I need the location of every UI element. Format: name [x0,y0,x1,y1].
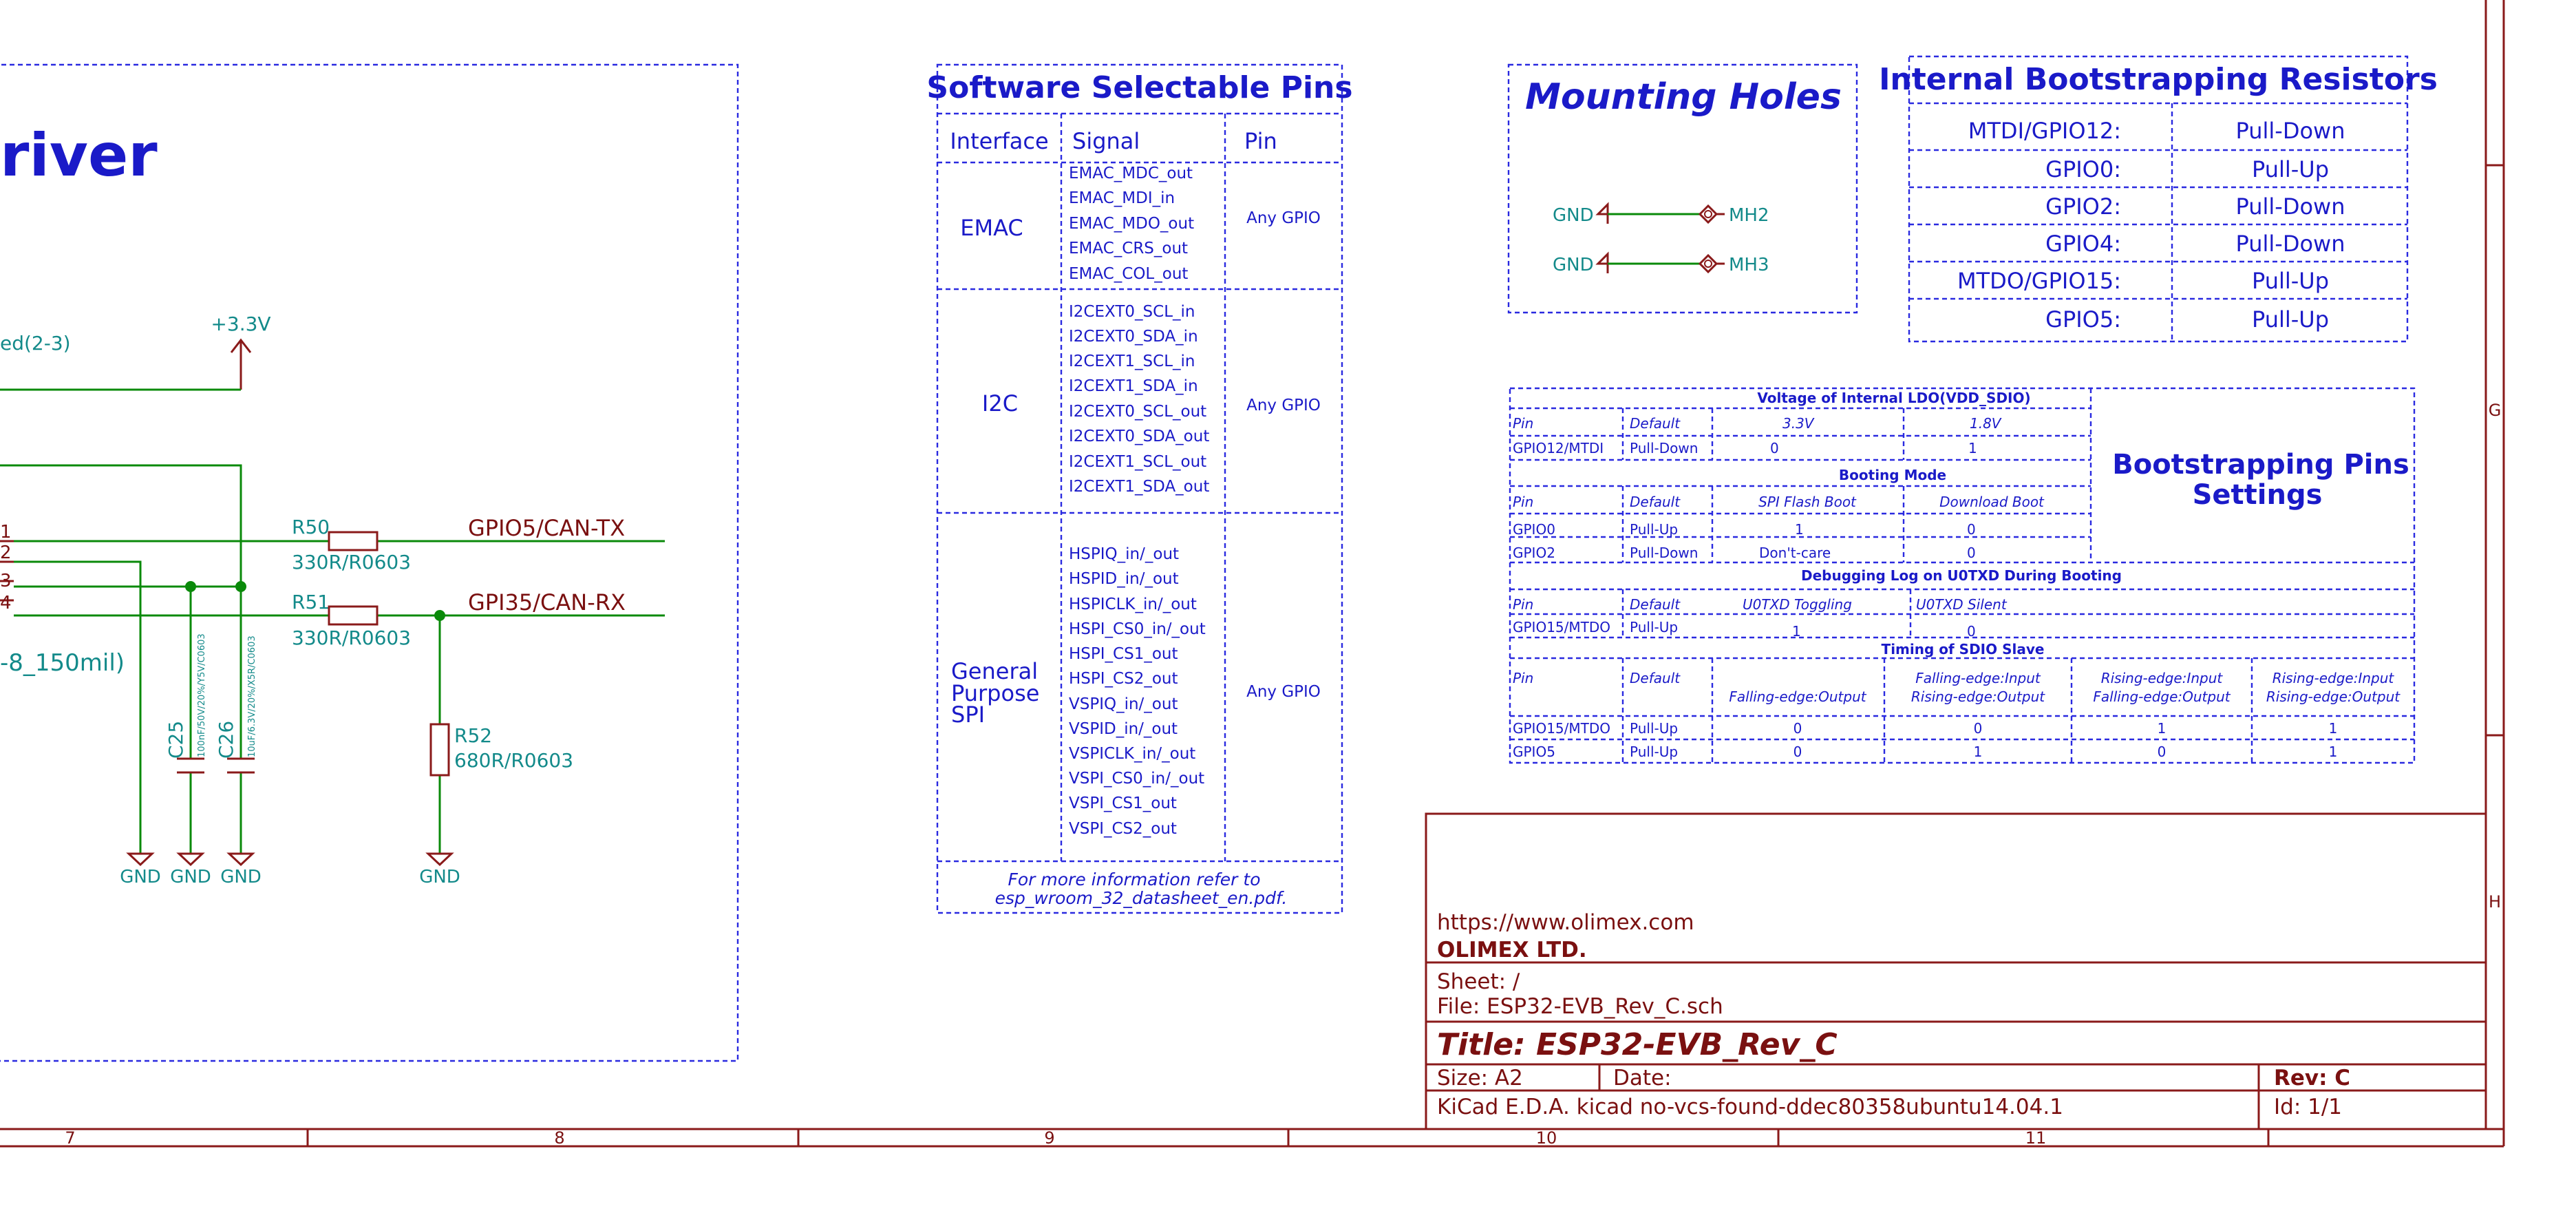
resistor-r51 [329,607,377,624]
table-header: U0TXD Toggling [1743,596,1852,613]
table-header: Download Boot [1939,494,2044,510]
table-cell: GPIO5 [1513,744,1555,760]
table-cell: GPIO12/MTDI [1513,440,1604,456]
c25-ref: C25 [164,720,187,759]
sdio-heading: Timing of SDIO Slave [1881,641,2045,657]
table-cell: 1 [1973,744,1983,760]
table-cell: 1 [2328,744,2338,760]
table-cell: Don't-care [1759,545,1831,561]
title-block-url: https://www.olimex.com [1437,910,1694,935]
table-header: Rising-edge:Input [2100,670,2223,686]
table-cell: 0 [1967,521,1976,538]
jumper-label: ed(2-3) [0,332,71,355]
bootstrap-value: Pull-Up [2251,156,2330,182]
table-header: Default [1630,670,1681,686]
title-block-tool: KiCad E.D.A. kicad no-vcs-found-ddec80358ubuntu14.04.1 [1437,1095,2063,1119]
capacitor-c26 [227,759,255,772]
bootstrap-pin: GPIO2: [2045,193,2121,220]
footer-note: For more information refer to [1008,870,1261,889]
header-interface: Interface [950,128,1049,154]
bootstrap-pin: GPIO4: [2045,231,2121,257]
r50-value: 330R/R0603 [292,551,412,573]
table-cell: Pull-Up [1630,619,1679,635]
mh3-ref: MH3 [1729,255,1769,275]
table-header: Pin [1513,415,1534,432]
pin-any-gpio: Any GPIO [1246,397,1321,414]
capacitor-c25 [177,759,204,772]
signal-item: EMAC_COL_out [1069,265,1189,283]
signal-item: EMAC_MDC_out [1069,165,1193,182]
signal-item: HSPI_CS1_out [1069,645,1178,663]
header-signal: Signal [1072,128,1140,154]
bootstrap-value: Pull-Up [2251,268,2330,294]
signal-item: EMAC_CRS_out [1069,240,1189,257]
table-header: Pin [1513,494,1534,510]
bootstrap-value: Pull-Down [2235,118,2345,144]
signal-item: I2CEXT0_SCL_in [1069,303,1195,321]
footer-note: esp_wroom_32_datasheet_en.pdf. [994,888,1288,908]
table-cell: Pull-Up [1630,720,1679,737]
title-block [1426,814,2486,1129]
power-arrow-icon [231,340,251,390]
title-block-file: File: ESP32-EVB_Rev_C.sch [1437,994,1723,1019]
signal-item: VSPI_CS1_out [1069,794,1177,812]
pin-number: 2 [0,542,12,563]
c26-ref: C26 [215,720,237,759]
interface-spi-line: General [951,658,1039,684]
boot-heading: Booting Mode [1838,467,1947,483]
mounting-hole-icon [1700,255,1716,272]
table-cell: GPIO15/MTDO [1513,619,1611,635]
r51-ref: R51 [292,591,330,613]
ground-icon [1598,204,1608,224]
column-label: 11 [2025,1128,2047,1148]
table-header: Rising-edge:Input [2272,670,2394,686]
mounting-hole-icon [1700,206,1716,222]
table-cell: Pull-Down [1630,545,1699,561]
table-header: 1.8V [1970,415,2001,432]
r52-value: 680R/R0603 [454,749,574,772]
emac-signals [1069,165,1194,283]
gnd-label: GND [120,867,161,887]
table-header: 3.3V [1782,415,1814,432]
c26-value: 10uF/6.3V/20%/X5R/C0603 [247,635,257,757]
signal-item: VSPICLK_in/_out [1069,745,1196,763]
title-block-sheet: Sheet: / [1437,969,1520,994]
ldo-heading: Voltage of Internal LDO(VDD_SDIO) [1757,390,2031,406]
signal-item: I2CEXT1_SCL_in [1069,352,1195,370]
bootstrap-settings-title: Settings [2192,479,2323,511]
mh2-ref: MH2 [1729,205,1769,226]
software-pins-title: Software Selectable Pins [926,70,1353,105]
mh2-net: GND [1553,205,1594,226]
table-header: Falling-edge:Output [2093,688,2231,705]
title-block-title: Title: ESP32-EVB_Rev_C [1437,1027,1838,1062]
mh3-net: GND [1553,255,1594,275]
table-header: Default [1630,494,1681,510]
interface-spi-line: SPI [951,702,986,728]
title-block-size: Size: A2 [1437,1066,1523,1091]
table-cell: GPIO15/MTDO [1513,720,1611,737]
net-label-rx: GPI35/CAN-RX [468,589,626,615]
signal-item: HSPI_CS0_in/_out [1069,620,1206,638]
table-cell: 1 [1968,440,1977,456]
signal-item: VSPID_in/_out [1069,720,1178,738]
signal-item: I2CEXT0_SCL_out [1069,403,1207,421]
pin-any-gpio: Any GPIO [1246,683,1321,701]
table-cell: 0 [1793,720,1802,737]
row-label: G [2488,401,2502,420]
signal-item: I2CEXT0_SDA_out [1069,428,1210,445]
column-label: 10 [1535,1128,1557,1148]
table-cell: Pull-Down [1630,440,1699,456]
i2c-signals [1069,303,1209,496]
net-label-tx: GPIO5/CAN-TX [468,515,626,541]
signal-item: EMAC_MDO_out [1069,215,1195,233]
gnd-label: GND [419,867,460,887]
gnd-label: GND [170,867,211,887]
r50-ref: R50 [292,516,330,538]
interface-emac: EMAC [960,215,1023,241]
table-header: U0TXD Silent [1916,596,2007,613]
table-header: SPI Flash Boot [1758,494,1856,510]
title-block-id: Id: 1/1 [2274,1095,2343,1119]
pin-any-gpio: Any GPIO [1246,209,1321,227]
table-cell: 0 [1770,440,1779,456]
table-header: Pin [1513,596,1534,613]
signal-item: I2CEXT1_SCL_out [1069,453,1207,471]
table-cell: 0 [1967,623,1976,640]
table-header: Rising-edge:Output [2266,688,2401,705]
signal-item: VSPIQ_in/_out [1069,695,1178,713]
debug-heading: Debugging Log on U0TXD During Booting [1801,567,2122,584]
title-block-rev: Rev: C [2274,1066,2351,1091]
table-cell: Pull-Up [1630,744,1679,760]
table-cell: 0 [1967,545,1976,561]
mounting-holes-block [1509,65,1857,313]
table-header: Falling-edge:Input [1915,670,2041,686]
gnd-label: GND [220,867,262,887]
bootstrap-settings-table [1510,388,2414,763]
bootstrap-pin: MTDI/GPIO12: [1968,118,2121,144]
signal-item: VSPI_CS2_out [1069,820,1177,838]
table-cell: 1 [2328,720,2338,737]
interface-i2c: I2C [981,390,1019,417]
bootstrap-pin: MTDO/GPIO15: [1957,268,2121,294]
interface-spi-line: Purpose [951,680,1040,706]
title-block-company: OLIMEX LTD. [1437,938,1587,962]
table-cell: Pull-Up [1630,521,1679,538]
ground-icon [129,854,451,865]
resistor-r52 [431,724,449,775]
signal-item: HSPICLK_in/_out [1069,596,1197,613]
signal-item: HSPID_in/_out [1069,570,1179,588]
table-header: Rising-edge:Output [1910,688,2045,705]
r51-value: 330R/R0603 [292,626,412,649]
row-label: H [2488,892,2502,912]
pin-number: 1 [0,522,12,542]
signal-item: HSPIQ_in/_out [1069,545,1180,563]
table-cell: 0 [1793,744,1802,760]
can-driver-title: river [0,121,158,190]
package-label: -8_150mil) [0,649,125,677]
table-cell: GPIO2 [1513,545,1555,561]
table-cell: 1 [2157,720,2167,737]
spi-signals [1069,545,1206,838]
bootstrap-resistors-title: Internal Bootstrapping Resistors [1879,62,2438,97]
software-pins-table [926,65,1352,913]
bootstrap-pin: GPIO5: [2045,306,2121,333]
signal-item: I2CEXT0_SDA_in [1069,328,1198,346]
resistor-r50 [329,532,377,550]
signal-item: I2CEXT1_SDA_out [1069,478,1210,496]
power-label: +3.3V [211,313,271,335]
signal-item: HSPI_CS2_out [1069,670,1178,688]
signal-item: I2CEXT1_SDA_in [1069,377,1198,395]
column-label: 9 [1044,1128,1055,1148]
table-cell: GPIO0 [1513,521,1555,538]
bootstrap-resistors-table [1879,56,2438,341]
header-pin: Pin [1244,128,1277,154]
table-header: Default [1630,596,1681,613]
bootstrap-value: Pull-Down [2235,231,2345,257]
r52-ref: R52 [454,724,493,747]
table-cell: 0 [2157,744,2167,760]
bootstrap-pin: GPIO0: [2045,156,2121,182]
can-driver-block [0,65,738,1061]
bootstrap-value: Pull-Up [2251,306,2330,333]
table-header: Pin [1513,670,1534,686]
c25-value: 100nF/50V/20%/Y5V/C0603 [197,633,207,757]
table-cell: 1 [1792,623,1801,640]
ground-icon [1598,254,1608,273]
signal-item: EMAC_MDI_in [1069,189,1175,207]
pin-number: 3 [0,571,12,591]
bootstrap-value: Pull-Down [2235,193,2345,220]
table-cell: 0 [1973,720,1983,737]
title-block-date: Date: [1613,1066,1672,1091]
column-label: 8 [554,1128,565,1148]
table-header: Default [1630,415,1681,432]
column-label: 7 [65,1128,76,1148]
signal-item: VSPI_CS0_in/_out [1069,770,1205,788]
bootstrap-settings-title: Bootstrapping Pins [2112,449,2409,481]
table-header: Falling-edge:Output [1729,688,1866,705]
pin-number: 4 [0,593,12,613]
mounting-holes-title: Mounting Holes [1525,76,1842,118]
table-cell: 1 [1795,521,1804,538]
